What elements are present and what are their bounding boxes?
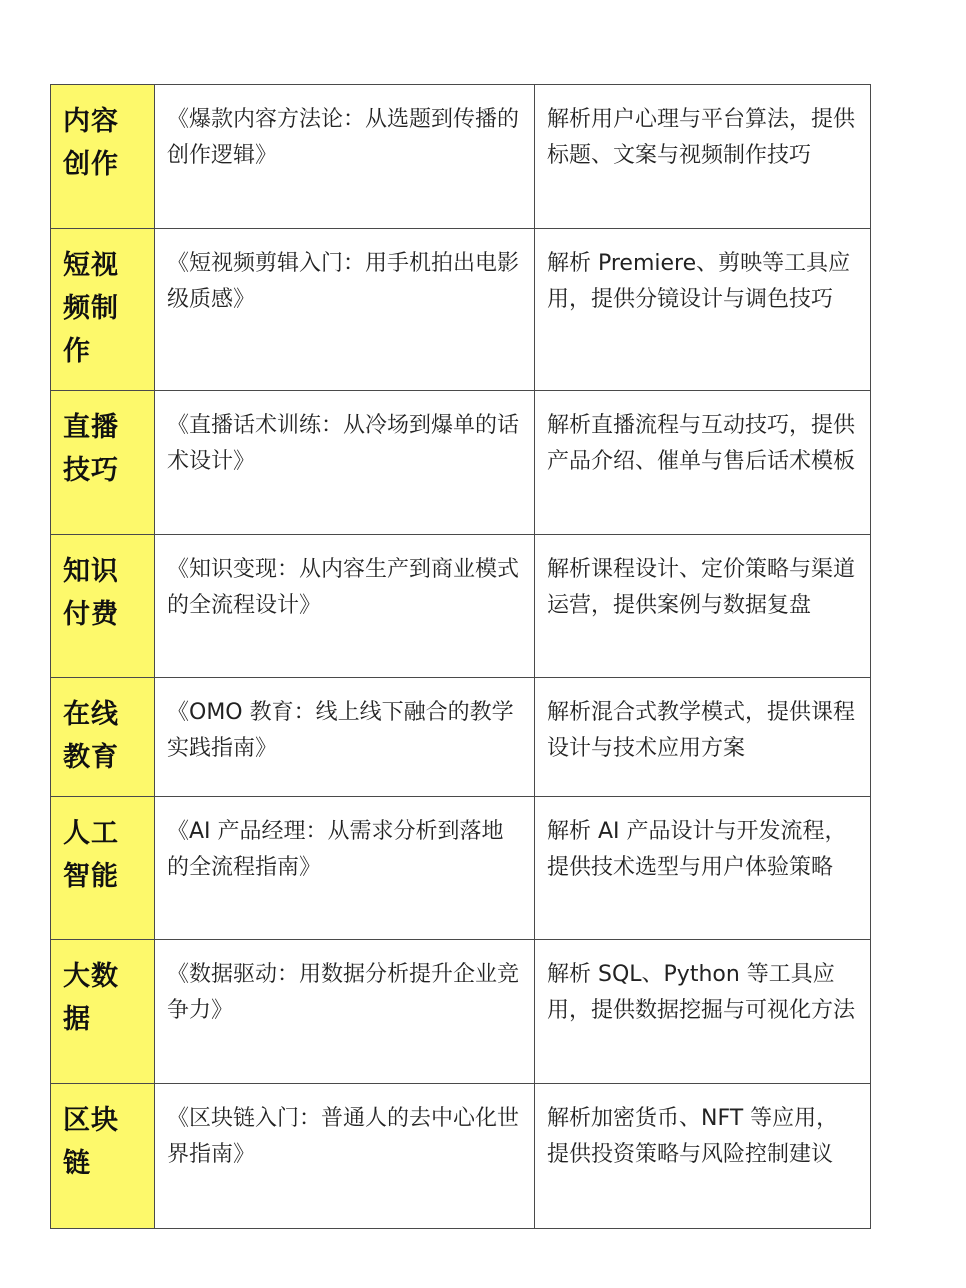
description-cell bbox=[535, 678, 871, 797]
category-cell bbox=[51, 85, 155, 229]
category-cell bbox=[51, 940, 155, 1084]
book-title: 《数据驱动：用数据分析提升企业竞争力》 bbox=[167, 962, 520, 1023]
description-text: 解析混合式教学模式，提供课程设计与技术应用方案 bbox=[547, 700, 856, 761]
book-cell bbox=[155, 535, 535, 678]
description-cell bbox=[535, 391, 871, 535]
description-cell bbox=[535, 797, 871, 940]
category-cell bbox=[51, 797, 155, 940]
description-cell bbox=[535, 229, 871, 391]
table-row bbox=[51, 229, 871, 391]
book-title: 《知识变现：从内容生产到商业模式的全流程设计》 bbox=[167, 557, 520, 618]
category-label: 内容创作 bbox=[63, 106, 119, 180]
category-label: 大数据 bbox=[63, 961, 119, 1035]
table-row bbox=[51, 85, 871, 229]
description-cell bbox=[535, 940, 871, 1084]
category-label: 区块链 bbox=[63, 1105, 119, 1179]
description-text: 解析 Premiere、剪映等工具应用，提供分镜设计与调色技巧 bbox=[547, 251, 851, 312]
book-title: 《短视频剪辑入门：用手机拍出电影级质感》 bbox=[167, 251, 520, 312]
category-label: 人工智能 bbox=[63, 818, 119, 892]
category-label: 在线教育 bbox=[63, 699, 119, 773]
category-label: 直播技巧 bbox=[63, 412, 119, 486]
description-cell bbox=[535, 85, 871, 229]
book-title: 《OMO 教育：线上线下融合的教学实践指南》 bbox=[167, 700, 514, 761]
book-cell bbox=[155, 797, 535, 940]
table-row bbox=[51, 391, 871, 535]
description-text: 解析用户心理与平台算法，提供标题、文案与视频制作技巧 bbox=[547, 107, 856, 168]
category-label: 短视频制作 bbox=[63, 250, 119, 367]
description-text: 解析课程设计、定价策略与渠道运营，提供案例与数据复盘 bbox=[547, 557, 856, 618]
book-title: 《区块链入门：普通人的去中心化世界指南》 bbox=[167, 1106, 520, 1167]
category-cell bbox=[51, 391, 155, 535]
table-row bbox=[51, 1084, 871, 1229]
category-cell bbox=[51, 1084, 155, 1229]
book-cell bbox=[155, 678, 535, 797]
description-cell bbox=[535, 535, 871, 678]
table-row bbox=[51, 535, 871, 678]
table-row bbox=[51, 797, 871, 940]
table-row bbox=[51, 678, 871, 797]
book-cell bbox=[155, 940, 535, 1084]
book-cell bbox=[155, 1084, 535, 1229]
description-text: 解析加密货币、NFT 等应用，提供投资策略与风险控制建议 bbox=[547, 1106, 839, 1167]
book-cell bbox=[155, 229, 535, 391]
book-title: 《AI 产品经理：从需求分析到落地的全流程指南》 bbox=[167, 819, 504, 880]
table-row bbox=[51, 940, 871, 1084]
description-text: 解析直播流程与互动技巧，提供产品介绍、催单与售后话术模板 bbox=[547, 413, 856, 474]
recommendation-table bbox=[50, 84, 871, 1229]
book-title: 《爆款内容方法论：从选题到传播的创作逻辑》 bbox=[167, 107, 520, 168]
category-cell bbox=[51, 229, 155, 391]
description-text: 解析 SQL、Python 等工具应用，提供数据挖掘与可视化方法 bbox=[547, 962, 856, 1023]
category-cell bbox=[51, 678, 155, 797]
category-cell bbox=[51, 535, 155, 678]
description-cell bbox=[535, 1084, 871, 1229]
book-title: 《直播话术训练：从冷场到爆单的话术设计》 bbox=[167, 413, 520, 474]
category-label: 知识付费 bbox=[63, 556, 119, 630]
description-text: 解析 AI 产品设计与开发流程，提供技术选型与用户体验策略 bbox=[547, 819, 847, 880]
book-cell bbox=[155, 85, 535, 229]
book-cell bbox=[155, 391, 535, 535]
